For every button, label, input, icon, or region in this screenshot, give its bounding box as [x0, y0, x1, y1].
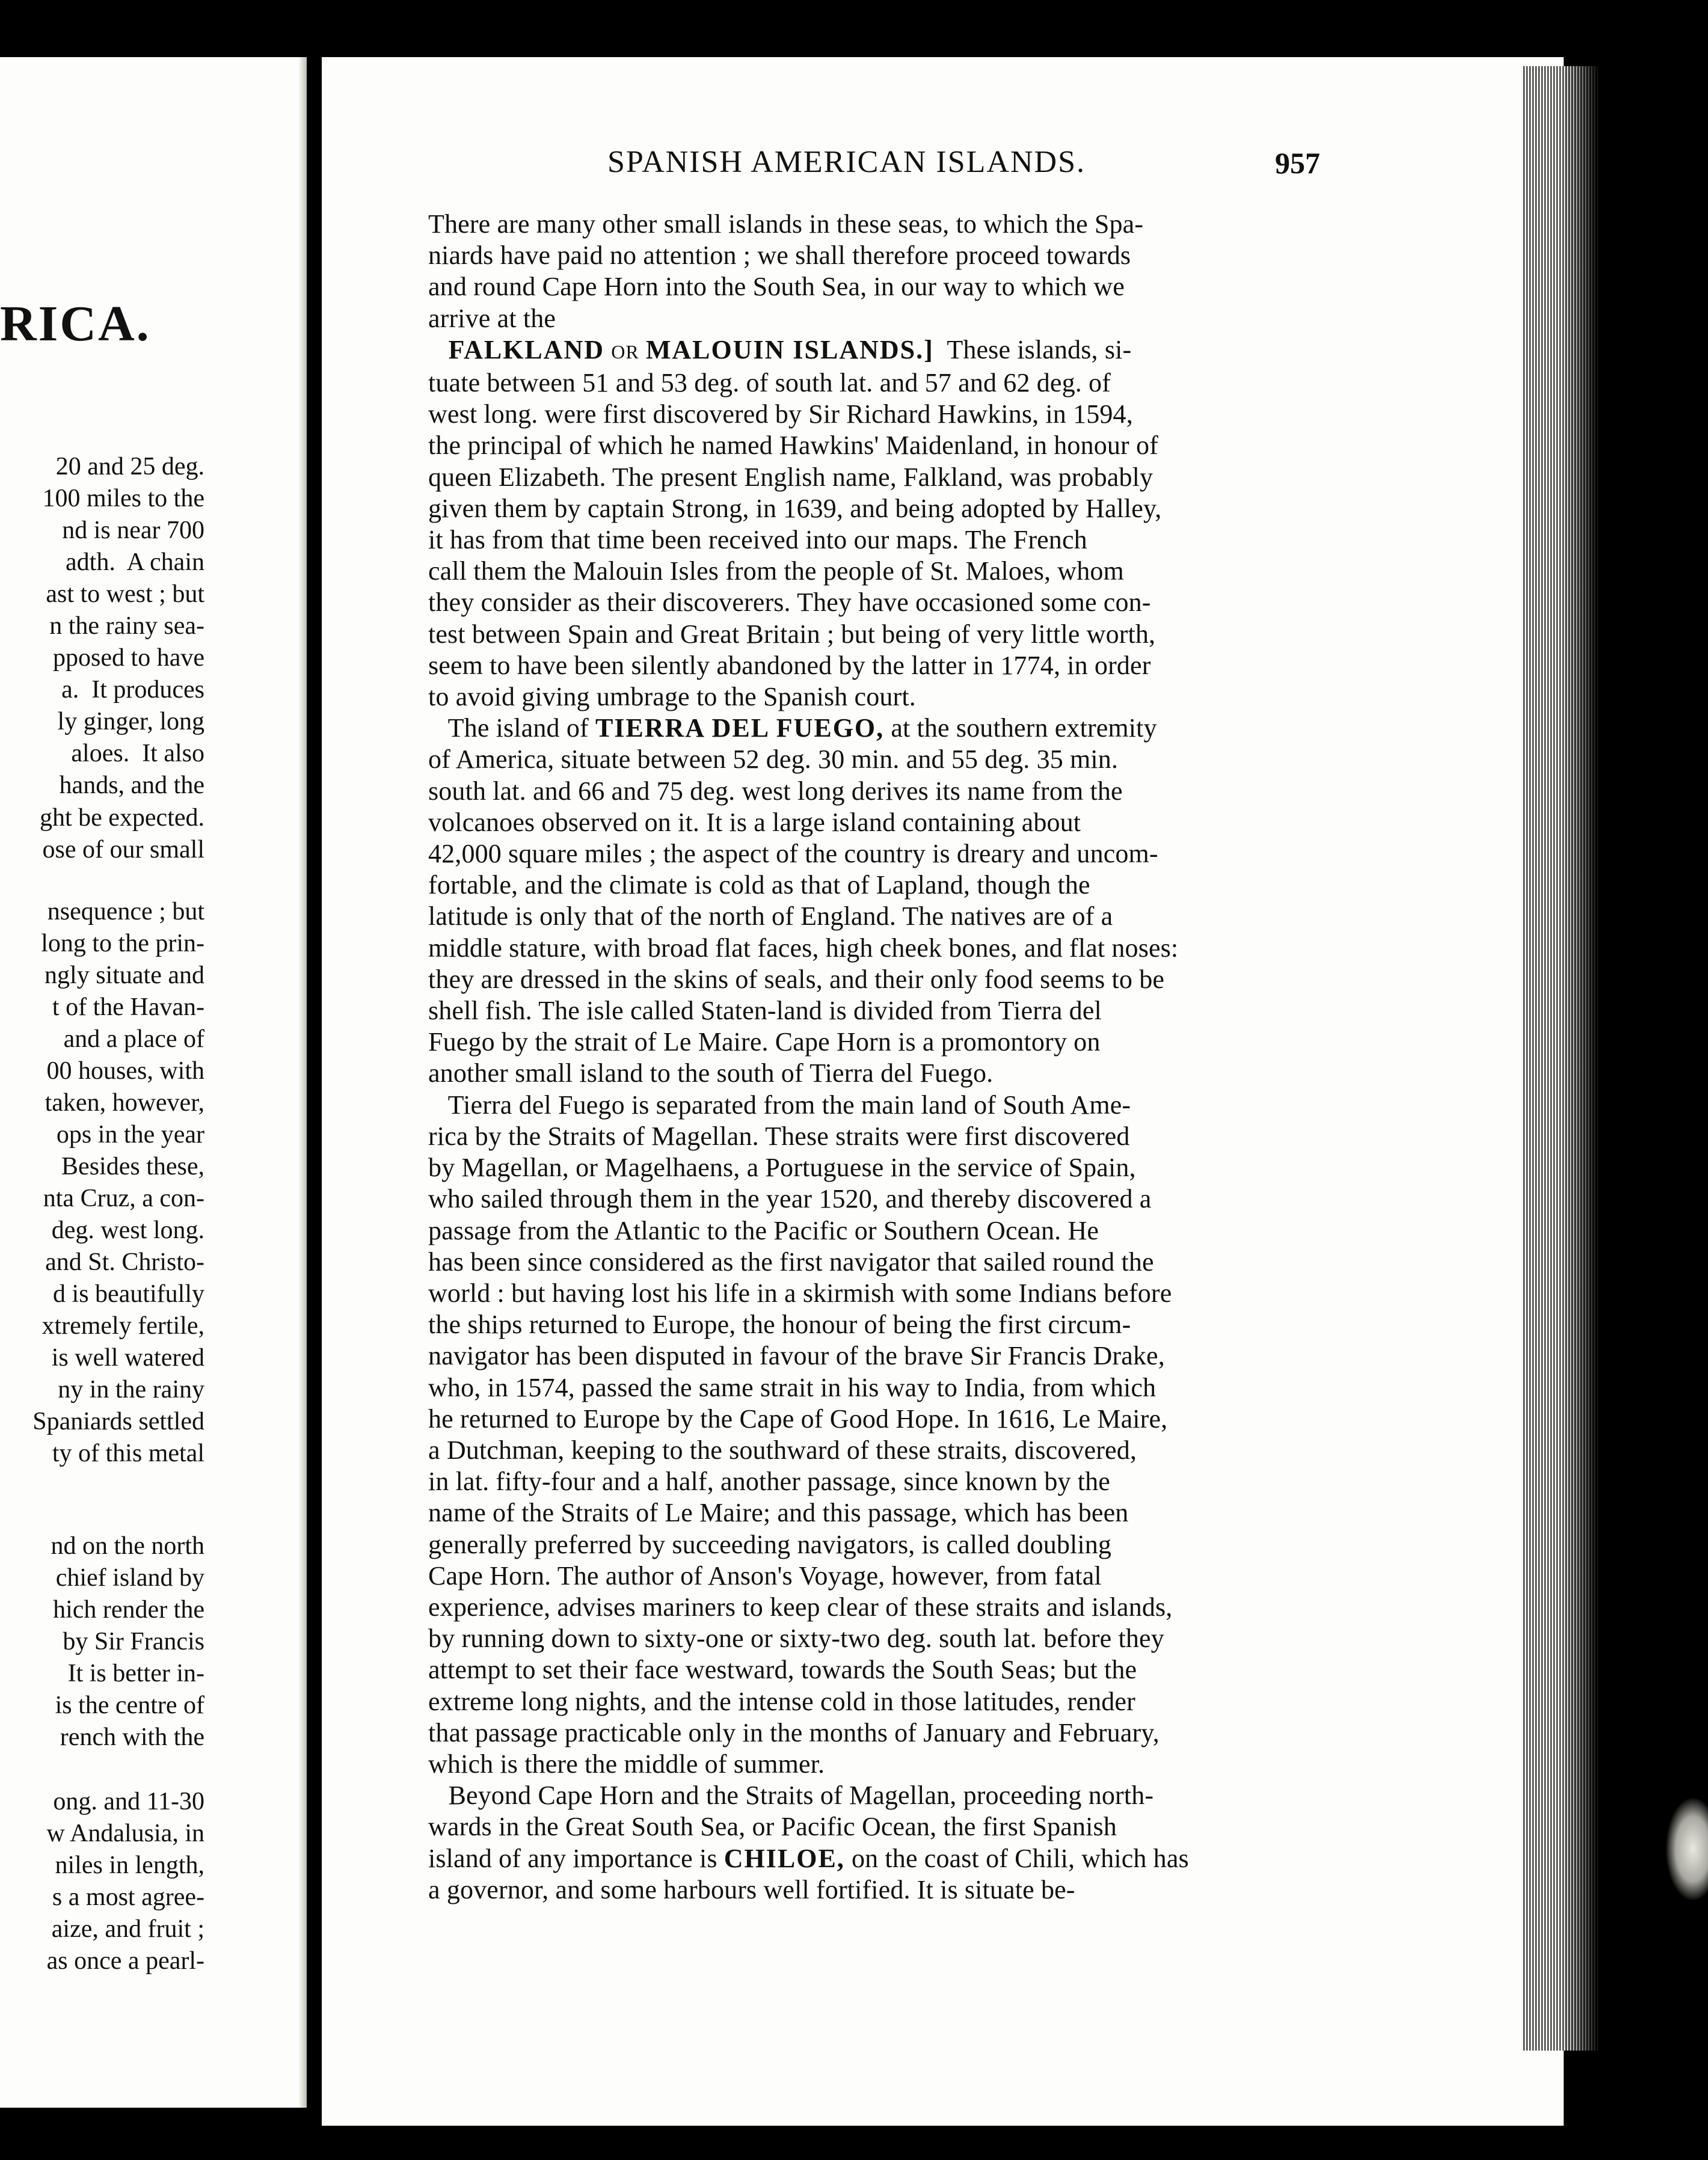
- text-line: middle stature, with broad flat faces, high cheek bones, and flat noses:: [428, 933, 1179, 963]
- text-line: they consider as their discoverers. They have occasioned some con-: [428, 588, 1151, 618]
- left-page-text-block: nsequence ; but long to the prin- ngly situate and t of the Havan- and a place of 00 houses, with taken, however, ops in the year Besides these, nta Cruz, a con-: [41, 898, 204, 1213]
- left-page-text-block: ong. and 11-30 w Andalusia, in niles in length, s a most agree- aize, and fruit ; as once a pearl-: [46, 1788, 204, 1975]
- text-line: they are dressed in the skins of seals, and their only food seems to be: [428, 964, 1165, 994]
- text-line: Beyond Cape Horn and the Straits of Magellan, proceeding north-: [448, 1781, 1154, 1811]
- text-line: niards have paid no attention ; we shall therefore proceed towards: [428, 241, 1131, 271]
- text-line: and round Cape Horn into the South Sea, in our way to which we: [428, 272, 1125, 302]
- text-line: west long. were first discovered by Sir Richard Hawkins, in 1594,: [428, 399, 1133, 429]
- text-line: given them by captain Strong, in 1639, and being adopted by Halley,: [428, 493, 1162, 523]
- text-line: has been since considered as the first navigator that sailed round the: [428, 1247, 1154, 1277]
- text-line: These islands, si-: [947, 334, 1132, 364]
- malouin-heading: MALOUIN ISLANDS.]: [645, 334, 934, 364]
- text-line: he returned to Europe by the Cape of Good Hope. In 1616, Le Maire,: [428, 1404, 1168, 1434]
- text-line: at the southern extremity: [891, 713, 1157, 743]
- text-line: of America, situate between 52 deg. 30 min. and 55 deg. 35 min.: [428, 744, 1119, 775]
- left-page-text-block: 20 and 25 deg. 100 miles to the nd is near 700 adth. A chain ast to west ; but n the rainy sea- pposed to have a. It produces ly ginger, long aloes. It also hands, and the ght be expected. ose of our small: [39, 453, 204, 864]
- text-line: volcanoes observed on it. It is a large island containing about: [428, 807, 1081, 837]
- text-line: The island of: [447, 713, 589, 743]
- body-text: [428, 209, 1189, 1906]
- text-line: experience, advises mariners to keep clear of these straits and islands,: [428, 1592, 1173, 1622]
- text-line: by Magellan, or Magelhaens, a Portuguese in the service of Spain,: [428, 1153, 1136, 1183]
- text-line: fortable, and the climate is cold as that of Lapland, though the: [428, 870, 1090, 900]
- text-line: navigator has been disputed in favour of the brave Sir Francis Drake,: [428, 1341, 1165, 1371]
- text-line: in lat. fifty-four and a half, another passage, since known by the: [428, 1467, 1110, 1497]
- falkland-heading: FALKLAND: [448, 334, 605, 364]
- text-line: name of the Straits of Le Maire; and this passage, which has been: [428, 1498, 1129, 1528]
- left-page-heading: RICA.: [0, 296, 151, 352]
- left-page-gutter: [298, 57, 307, 2108]
- text-line: the ships returned to Europe, the honour of being the first circum-: [428, 1310, 1131, 1340]
- text-line: test between Spain and Great Britain ; but being of very little worth,: [428, 619, 1156, 649]
- text-line: island of any importance is: [428, 1843, 717, 1873]
- text-line: 42,000 square miles ; the aspect of the country is dreary and uncom-: [428, 839, 1158, 869]
- paper-stain: [1666, 1798, 1708, 1900]
- left-page: [0, 57, 307, 2108]
- text-line: queen Elizabeth. The present English name, Falkland, was probably: [428, 462, 1154, 492]
- text-line: to avoid giving umbrage to the Spanish court.: [428, 682, 916, 712]
- text-line: arrive at the: [428, 303, 556, 333]
- text-line: which is there the middle of summer.: [428, 1749, 825, 1779]
- text-line: wards in the Great South Sea, or Pacific Ocean, the first Spanish: [428, 1812, 1117, 1842]
- text-line: attempt to set their face westward, towards the South Seas; but the: [428, 1655, 1137, 1685]
- text-line: a governor, and some harbours well fortified. It is situate be-: [428, 1874, 1075, 1904]
- text-line: it has from that time been received into our maps. The French: [428, 525, 1087, 555]
- text-line: on the coast of Chili, which has: [851, 1843, 1189, 1873]
- chiloe-heading: CHILOE,: [723, 1843, 845, 1873]
- text-line: rica by the Straits of Magellan. These straits were first discovered: [428, 1121, 1130, 1151]
- or-small-caps: OR: [611, 340, 639, 363]
- text-line: another small island to the south of Tierra del Fuego.: [428, 1058, 994, 1088]
- text-line: Fuego by the strait of Le Maire. Cape Horn is a promontory on: [428, 1027, 1101, 1057]
- text-line: who sailed through them in the year 1520, and thereby discovered a: [428, 1184, 1152, 1214]
- text-line: There are many other small islands in these seas, to which the Spa-: [428, 209, 1144, 239]
- text-line: tuate between 51 and 53 deg. of south lat. and 57 and 62 deg. of: [428, 368, 1111, 398]
- running-head: SPANISH AMERICAN ISLANDS.: [607, 145, 1086, 179]
- text-line: Tierra del Fuego is separated from the main land of South Ame-: [447, 1090, 1131, 1120]
- text-line: who, in 1574, passed the same strait in his way to India, from which: [428, 1372, 1157, 1402]
- text-line: south lat. and 66 and 75 deg. west long derives its name from the: [428, 776, 1123, 806]
- text-line: seem to have been silently abandoned by the latter in 1774, in order: [428, 650, 1151, 680]
- text-line: shell fish. The isle called Staten-land is divided from Tierra del: [428, 996, 1102, 1026]
- page-number: 957: [1275, 146, 1320, 180]
- left-page-text-block: deg. west long. and St. Christo- d is beautifully xtremely fertile, is well watered ny in the rainy Spaniards settled ty of this metal: [32, 1217, 204, 1468]
- text-line: generally preferred by succeeding navigators, is called doubling: [428, 1529, 1112, 1559]
- text-line: by running down to sixty-one or sixty-two deg. south lat. before they: [428, 1624, 1164, 1654]
- fore-edge-shadow: [1564, 66, 1600, 2051]
- text-line: latitude is only that of the north of England. The natives are of a: [428, 901, 1113, 931]
- tierra-del-fuego-heading: TIERRA DEL FUEGO,: [595, 713, 885, 743]
- text-line: world : but having lost his life in a skirmish with some Indians before: [428, 1278, 1172, 1308]
- text-line: a Dutchman, keeping to the southward of these straits, discovered,: [428, 1435, 1137, 1465]
- text-line: call them the Malouin Isles from the people of St. Maloes, whom: [428, 556, 1124, 586]
- text-line: that passage practicable only in the months of January and February,: [428, 1717, 1160, 1747]
- text-line: extreme long nights, and the intense cold in those latitudes, render: [428, 1686, 1135, 1716]
- left-page-text-block: nd on the north chief island by hich render the by Sir Francis It is better in- is the centre of rench with the: [51, 1532, 204, 1752]
- text-line: the principal of which he named Hawkins' Maidenland, in honour of: [428, 431, 1158, 461]
- text-line: Cape Horn. The author of Anson's Voyage, however, from fatal: [428, 1560, 1102, 1591]
- text-line: passage from the Atlantic to the Pacific or Southern Ocean. He: [428, 1215, 1099, 1245]
